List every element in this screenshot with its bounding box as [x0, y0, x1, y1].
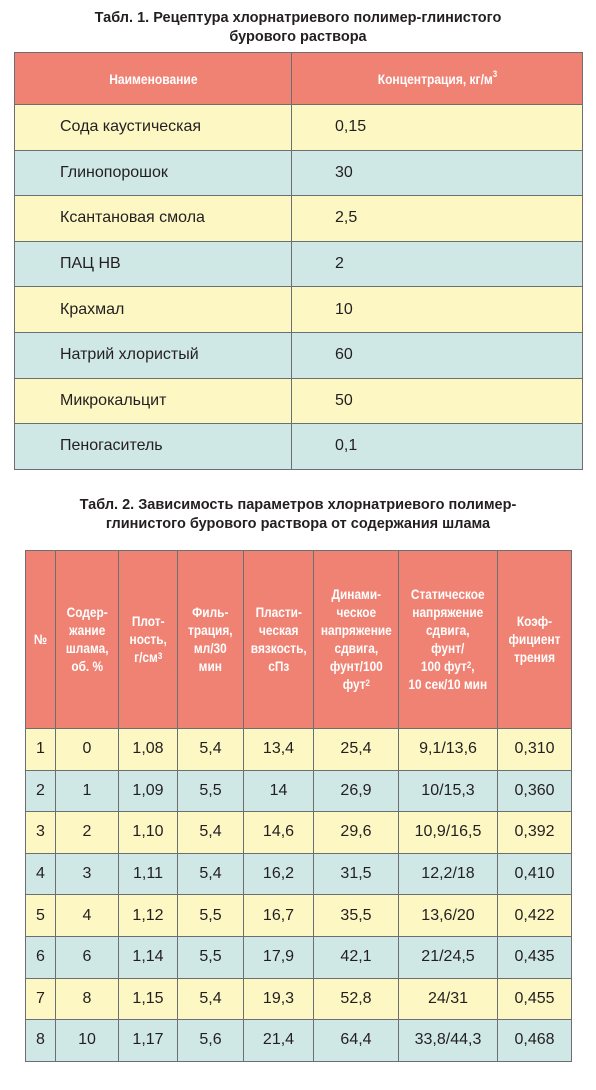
table2-cell-sludge: 2	[56, 812, 119, 854]
table-row	[26, 895, 572, 937]
table-row	[15, 424, 583, 470]
table2-cell-no: 3	[26, 812, 56, 854]
table-row	[26, 936, 572, 978]
table2-cell-friction: 0,410	[498, 853, 572, 895]
table2-cell-friction: 0,422	[498, 895, 572, 937]
table1-cell-name: ПАЦ НВ	[15, 241, 292, 287]
table1-cell-name: Микрокальцит	[15, 378, 292, 424]
table1-cell-value: 2	[292, 241, 583, 287]
table2-cell-static-stress: 10/15,3	[399, 770, 498, 812]
table-row	[15, 150, 583, 196]
table2-cell-dynamic-stress: 25,4	[314, 729, 399, 771]
table2-caption-line1: Табл. 2. Зависимость параметров хлорнатриевого полимер-	[79, 497, 517, 513]
table2-cell-density: 1,15	[119, 978, 178, 1020]
table2-cell-sludge: 1	[56, 770, 119, 812]
table-row	[15, 196, 583, 242]
table2-cell-density: 1,12	[119, 895, 178, 937]
table2-cell-no: 5	[26, 895, 56, 937]
table-row	[15, 287, 583, 333]
table2-sludge-dependence	[25, 550, 572, 1062]
table2-cell-viscosity: 17,9	[244, 936, 314, 978]
table2-cell-viscosity: 14	[244, 770, 314, 812]
table1-cell-name: Натрий хлористый	[15, 332, 292, 378]
table-row	[26, 853, 572, 895]
table2-cell-friction: 0,435	[498, 936, 572, 978]
table2-cell-dynamic-stress: 31,5	[314, 853, 399, 895]
table1-cell-name: Ксантановая смола	[15, 196, 292, 242]
table2-cell-static-stress: 12,2/18	[399, 853, 498, 895]
table2-cell-dynamic-stress: 64,4	[314, 1020, 399, 1062]
table1-cell-value: 60	[292, 332, 583, 378]
table2-cell-friction: 0,455	[498, 978, 572, 1020]
table2-cell-sludge: 8	[56, 978, 119, 1020]
table1-cell-value: 10	[292, 287, 583, 333]
table2-cell-dynamic-stress: 26,9	[314, 770, 399, 812]
table-row	[15, 332, 583, 378]
table2-cell-dynamic-stress: 52,8	[314, 978, 399, 1020]
table2-caption-line2: глинистого бурового раствора от содержания шлама	[105, 516, 491, 532]
table2-cell-dynamic-stress: 29,6	[314, 812, 399, 854]
table-row	[15, 105, 583, 151]
table2-header-row	[26, 551, 572, 729]
table-row	[15, 378, 583, 424]
table2-cell-no: 7	[26, 978, 56, 1020]
table2-cell-no: 1	[26, 729, 56, 771]
table2-cell-static-stress: 10,9/16,5	[399, 812, 498, 854]
table-row	[26, 770, 572, 812]
table2-cell-sludge: 4	[56, 895, 119, 937]
table2-cell-filtration: 5,4	[178, 853, 244, 895]
table2-cell-no: 8	[26, 1020, 56, 1062]
table-row	[26, 729, 572, 771]
table2-cell-viscosity: 16,2	[244, 853, 314, 895]
table1-cell-value: 0,15	[292, 105, 583, 151]
table2-cell-density: 1,11	[119, 853, 178, 895]
table2-cell-sludge: 6	[56, 936, 119, 978]
table1-cell-name: Сода каустическая	[15, 105, 292, 151]
table2-header-viscosity: Пласти- ческая вязкость, сПз	[244, 551, 314, 729]
table2-header-sludge: Содер- жание шлама, об. %	[56, 551, 119, 729]
table2-cell-filtration: 5,4	[178, 729, 244, 771]
table1-cell-value: 2,5	[292, 196, 583, 242]
table2-cell-density: 1,08	[119, 729, 178, 771]
table2-caption	[0, 496, 596, 534]
table2-cell-viscosity: 16,7	[244, 895, 314, 937]
table1-recipe	[14, 52, 583, 470]
table2-cell-static-stress: 9,1/13,6	[399, 729, 498, 771]
table-row	[26, 812, 572, 854]
table2-cell-sludge: 0	[56, 729, 119, 771]
table2-header-friction: Коэф- фициент трения	[498, 551, 572, 729]
table2-cell-viscosity: 19,3	[244, 978, 314, 1020]
table1-header-concentration: Концентрация, $кг/м^3$	[292, 53, 583, 105]
table1-caption	[0, 9, 596, 47]
table2-header-density: Плот- ность, $г/см^3$	[119, 551, 178, 729]
table1-cell-name: Крахмал	[15, 287, 292, 333]
table2-cell-dynamic-stress: 42,1	[314, 936, 399, 978]
table1-header-name: Наименование	[15, 53, 292, 105]
table2-header-filtration: Филь- трация, мл/30 мин	[178, 551, 244, 729]
table1-caption-line1: Табл. 1. Рецептура хлорнатриевого полимер-глинистого	[94, 10, 502, 26]
table-row	[26, 1020, 572, 1062]
table2-cell-density: 1,10	[119, 812, 178, 854]
table1-cell-value: 30	[292, 150, 583, 196]
table2-cell-filtration: 5,5	[178, 936, 244, 978]
table2-cell-filtration: 5,4	[178, 812, 244, 854]
table2-cell-friction: 0,468	[498, 1020, 572, 1062]
table2-cell-sludge: 3	[56, 853, 119, 895]
table2-cell-filtration: 5,6	[178, 1020, 244, 1062]
table2-cell-static-stress: 13,6/20	[399, 895, 498, 937]
table2-cell-dynamic-stress: 35,5	[314, 895, 399, 937]
table-row	[15, 241, 583, 287]
table2-header-static-stress: Статическое напряжение сдвига, фунт/ 100 фут$^2$, 10 сек/10 мин	[399, 551, 498, 729]
table2-cell-sludge: 10	[56, 1020, 119, 1062]
table2-cell-no: 4	[26, 853, 56, 895]
table2-cell-filtration: 5,5	[178, 895, 244, 937]
table2-cell-viscosity: 13,4	[244, 729, 314, 771]
table2-header-dynamic-stress: Динами- ческое напряжение сдвига, фунт/100 фут$^2$	[314, 551, 399, 729]
table2-header-no: №	[26, 551, 56, 729]
table1-cell-name: Пеногаситель	[15, 424, 292, 470]
table2-cell-static-stress: 21/24,5	[399, 936, 498, 978]
table2-cell-friction: 0,392	[498, 812, 572, 854]
table2-cell-density: 1,09	[119, 770, 178, 812]
table2-cell-friction: 0,310	[498, 729, 572, 771]
table1-cell-name: Глинопорошок	[15, 150, 292, 196]
table2-cell-friction: 0,360	[498, 770, 572, 812]
table2-cell-static-stress: 24/31	[399, 978, 498, 1020]
table2-cell-no: 2	[26, 770, 56, 812]
table1-cell-value: 0,1	[292, 424, 583, 470]
table2-cell-density: 1,17	[119, 1020, 178, 1062]
table2-cell-static-stress: 33,8/44,3	[399, 1020, 498, 1062]
table2-cell-filtration: 5,5	[178, 770, 244, 812]
table2-cell-filtration: 5,4	[178, 978, 244, 1020]
table-row	[26, 978, 572, 1020]
table2-cell-no: 6	[26, 936, 56, 978]
table1-header-row	[15, 53, 583, 105]
table2-cell-density: 1,14	[119, 936, 178, 978]
table1-cell-value: 50	[292, 378, 583, 424]
table2-cell-viscosity: 21,4	[244, 1020, 314, 1062]
table2-cell-viscosity: 14,6	[244, 812, 314, 854]
table1-caption-line2: бурового раствора	[229, 29, 367, 45]
